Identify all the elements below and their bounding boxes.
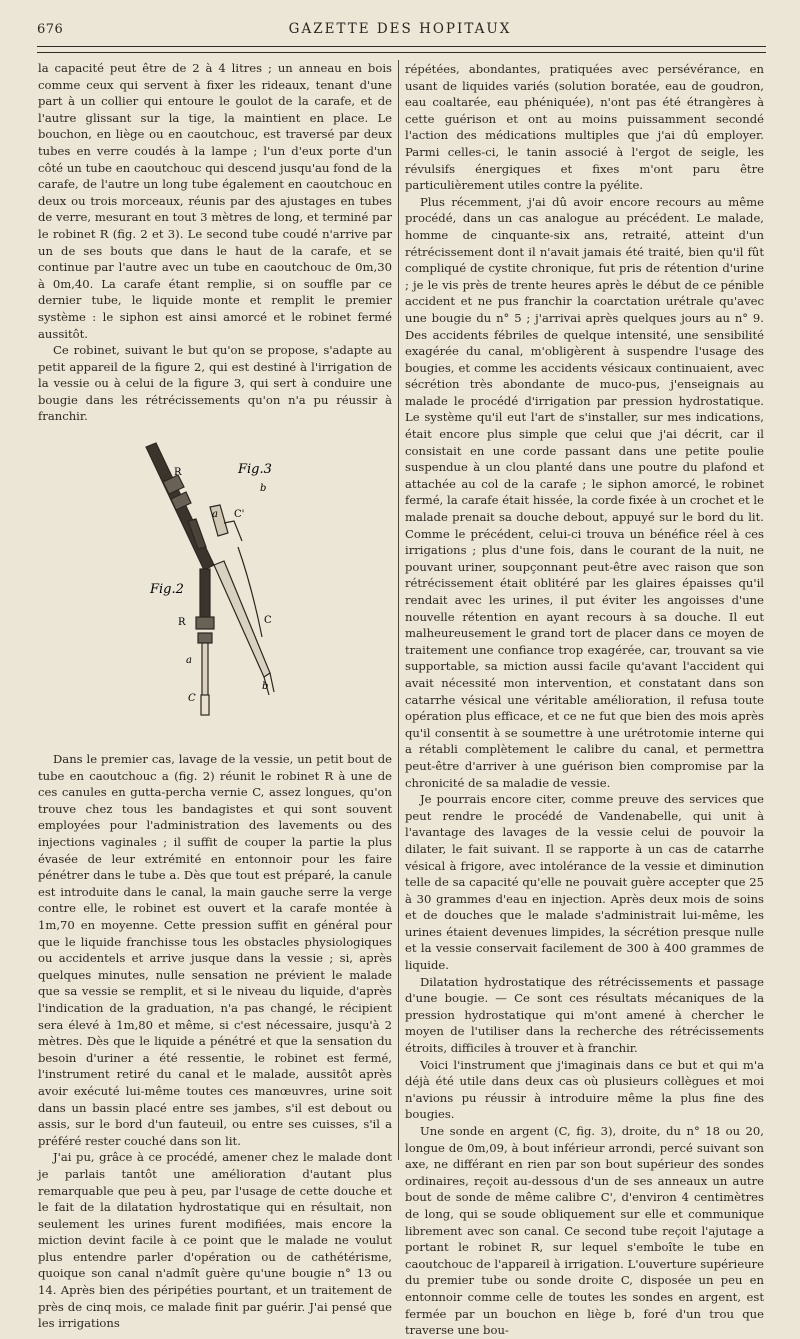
header-rule-bottom	[37, 52, 766, 53]
figure-illustration	[38, 437, 392, 743]
paragraph: Plus récemment, j'ai dû avoir encore recours au même procédé, dans un cas analogue au précédent. Le malade, homme de cinquante-six ans, retraité, atteint d'un rétrécissement dont il n'avait jamais été traité, bien qu'il fût compliqué de cystite chronique, fut pris de rétention d'urine ; je le vis près de trente heures après le début de ce pénible accident et ne pus franchir la coarctation urétrale qu'avec une bougie du n° 5 ; j'arrivai après quelques jours au n° 9. Des accidents fébriles de quelque intensité, une sensibilité exagérée du canal, m'obligèrent à suspendre l'usage des bougies, et comme les accidents vésicaux continuaient, avec sécrétion très abondante de muco-pus, j'enseignais au malade le procédé d'irrigation par pression hydrostatique. Le système qu'il eut l'art de s'installer, sur mes indications, était encore plus simple que celui que j'ai décrit, car il consistait en une corde passant dans une petite poulie suspendue à un clou planté dans une poutre du plafond et attachée au col de la carafe ; le siphon amorcé, le robinet fermé, la carafe était hissée, la corde fixée à un crochet et le malade prenait sa douche debout, appuyé sur le bord du lit. Comme le précédent, celui-ci trouva un bénéfice réel à ces irrigations ; plus d'une fois, dans le courant de la nuit, ne pouvant uriner, soupçonnant peut-être avec raison que son rétrécissement était oblitéré par les glaires épaisses qu'il rendait avec les urines, il put éviter les angoisses d'une nouvelle rétention en ayant recours à sa douche. Il eut malheureusement le grand tort de placer dans ce moyen de traitement une confiance trop exagérée, car, trouvant sa vie supportable, sa miction aussi facile qu'avant l'accident qui avait nécessité mon intervention, et constatant dans son catarrhe vésical une véritable amélioration, il refusa toute opération plus efficace, et ce ne fut que bien des mois après qu'il consentit à se soumettre à une urétrotomie interne qui a rétabli complètement le calibre du canal, et permettra peut-être d'arriver à une guérison bien compromise par la chronicité de sa maladie de vessie.	[405, 194, 764, 790]
fig3-letter-r: R	[174, 467, 182, 479]
paragraph: Ce robinet, suivant le but qu'on se propose, s'adapte au petit appareil de la figure 2, qui est destiné à l'irrigation de la vessie ou à celui de la figure 3, qui sert à conduire une bougie dans les rétrécissements qu'on n'a pu réussir à franchir.	[38, 343, 392, 424]
right-column	[405, 61, 764, 1339]
column-divider	[398, 60, 399, 1160]
left-column	[38, 60, 392, 1332]
paragraph: répétées, abondantes, pratiquées avec persévérance, en usant de liquides variés (solution boratée, eau de goudron, eau coaltarée, eau phéniquée), n'ont pas été étrangères à cette guérison et ont au moins puissamment secondé l'action des médications multiples que j'ai dû employer. Parmi celles-ci, le tanin associé à l'ergot de seigle, les révulsifs énergiques et fixes m'ont paru être particulièrement utiles contre la pyélite.	[405, 62, 764, 193]
fig3-letter-b-top: b	[260, 483, 267, 495]
header-rule-top	[37, 46, 766, 47]
figure-3-label: Fig.3	[238, 462, 272, 478]
paragraph: Je pourrais encore citer, comme preuve des services que peut rendre le procédé de Vandenabelle, qui unit à l'avantage des lavages de la vessie celui de pouvoir la dilater, le fait suivant. Il se rapporte à un cas de catarrhe vésical à frigore, avec intolérance de la vessie et diminution telle de sa capacité qu'elle ne pouvait guère accepter que 25 à 30 grammes d'eau en injection. Après deux mois de soins et de douches que le malade s'administrait lui-même, les urines étaient devenues limpides, la sécrétion presque nulle et la vessie conservait facilement de 300 à 400 grammes de liquide.	[405, 792, 764, 973]
fig3-letter-b-bottom: b	[262, 681, 269, 693]
paragraph: la capacité peut être de 2 à 4 litres ; un anneau en bois comme ceux qui servent à fixer les rideaux, tenant d'une part à un collier qui entoure le goulot de la carafe, et de l'autre glissant sur la tige, la maintient en place. Le bouchon, en liège ou en caoutchouc, est traversé par deux tubes en verre coudés à la lampe ; l'un d'eux porte d'un côté un tube en caoutchouc qui descend jusqu'au fond de la carafe, de l'autre un long tube également en caoutchouc en deux ou trois morceaux, réunis par des ajustages en tubes de verre, mesurant en tout 3 mètres de long, et terminé par le robinet R (fig. 2 et 3). Le second tube coudé n'arrive par un de ses bouts que dans le haut de la carafe, et se continue par l'autre avec un tube en caoutchouc de 0m,30 à 0m,40. La carafe étant remplie, si on souffle par ce dernier tube, le liquide monte et remplit le premier système : le siphon est ainsi amorcé et le robinet fermé aussitôt.	[38, 61, 392, 341]
running-title: GAZETTE DES HOPITAUX	[288, 21, 512, 37]
fig2-letter-a: a	[186, 655, 192, 667]
paragraph: Une sonde en argent (C, fig. 3), droite, du n° 18 ou 20, longue de 0m,09, à bout inférieur arrondi, percé suivant son axe, ne différant en rien par son bout supérieur des sondes ordinaires, reçoit au-dessous d'un de ses anneaux un autre bout de sonde de même calibre C', d'environ 4 centimètres de long, qui se soude obliquement sur elle et communique librement avec son canal. Ce second tube reçoit l'ajutage a portant le robinet R, sur lequel s'emboîte le tube en caoutchouc de l'appareil à irrigation. L'ouverture supérieure du premier tube ou sonde droite C, disposée un peu en entonnoir comme celle de toutes les sondes en argent, est fermée par un bouchon en liège b, foré d'un trou que traverse une bou-	[405, 1124, 764, 1338]
section-heading-paragraph: Dilatation hydrostatique des rétrécissements et passage d'une bougie. — Ce sont ces résultats mécaniques de la pression hydrostatique qui m'ont amené à chercher le moyen de l'utiliser dans la recherche des rétrécissements étroits, difficiles à trouver et à franchir.	[405, 974, 764, 1056]
figure-2-label: Fig.2	[150, 582, 184, 598]
paragraph: J'ai pu, grâce à ce procédé, amener chez le malade dont je parlais tantôt une amélioration d'autant plus remarquable que peu à peu, par l'usage de cette douche et le fait de la dilatation hydrostatique qui en résultait, non seulement les urines furent modifiées, mais encore la miction devint facile à ce point que le malade ne voulut plus entendre parler d'opération ou de cathétérisme, quoique son canal n'admît guère qu'une bougie n° 13 ou 14. Après bien des péripéties pourtant, et un traitement de près de cinq mois, ce malade finit par guérir. J'ai pensé que les irrigations	[38, 1150, 392, 1331]
paragraph: Dans le premier cas, lavage de la vessie, un petit bout de tube en caoutchouc a (fig. 2) réunit le robinet R à une de ces canules en gutta-percha vernie C, assez longues, qu'on trouve chez tous les bandagistes et qui sont souvent employées pour l'administration des lavements ou des injections vaginales ; il suffit de couper la partie la plus évasée de leur extrémité en entonnoir pour les faire pénétrer dans le tube a. Dès que tout est préparé, la canule est introduite dans le canal, la main gauche serre la verge contre elle, le robinet est ouvert et la carafe montée à 1m,70 en moyenne. Cette pression suffit en général pour que le liquide franchisse tous les obstacles physiologiques ou accidentels et arrive jusque dans la vessie ; si, après quelques minutes, nulle sensation ne prévient le malade que sa vessie se remplit, et si le niveau du liquide, d'après l'indication de la graduation, n'a pas changé, le récipient sera élevé à 1m,80 et même, si c'est nécessaire, jusqu'à 2 mètres. Dès que le liquide a pénétré et que la sensation du besoin d'uriner a été ressentie, le robinet est fermé, l'instrument retiré du canal et le malade, aussitôt après avoir exécuté lui-même toutes ces manœuvres, urine soit dans un bassin placé entre ses jambes, s'il est debout ou assis, sur le bord d'un fauteuil, ou entre ses cuisses, s'il a préféré rester couché dans son lit.	[38, 752, 392, 1148]
fig2-letter-c: C	[188, 693, 196, 705]
fig3-letter-c: C	[264, 615, 272, 627]
fig3-letter-c-prime: C'	[234, 509, 245, 521]
figure-apparatus	[38, 437, 392, 743]
page-header	[0, 0, 800, 50]
fig3-letter-a: a	[212, 509, 218, 521]
paragraph: Voici l'instrument que j'imaginais dans ce but et qui m'a déjà été utile dans deux cas où plusieurs collègues et moi n'avions pu réussir à introduire même la plus fine des bougies.	[405, 1057, 764, 1122]
page-number: 676	[37, 22, 64, 37]
fig2-letter-r: R	[178, 617, 186, 629]
